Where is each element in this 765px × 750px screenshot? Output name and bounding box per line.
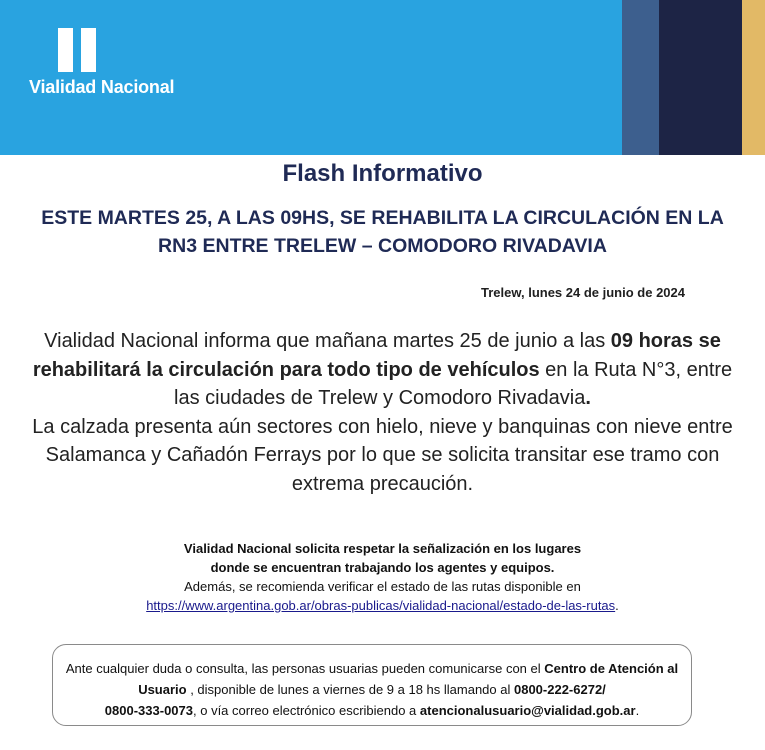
contact-phone-2[interactable]: 0800-333-0073 xyxy=(104,703,193,718)
contact-text-3: , o vía correo electrónico escribiendo a xyxy=(193,703,420,718)
headline-line-1: ESTE MARTES 25, A LAS 09HS, SE REHABILITA LA CIRCULACIÓN EN LA xyxy=(41,207,724,229)
body-paragraph-1 xyxy=(20,327,745,413)
body-p1-intro: Vialidad Nacional informa que mañana martes 25 de junio a las xyxy=(44,330,611,352)
brand-name: Vialidad Nacional xyxy=(29,77,175,97)
notice-line-3: Además, se recomienda verificar el estado de las rutas disponible en xyxy=(184,579,581,594)
headline xyxy=(20,204,745,260)
body-paragraph-2: La calzada presenta aún sectores con hielo, nieve y banquinas con nieve entre Salamanca y Cañadón Ferrays por lo que se solicita transitar ese tramo con extrema precaución. xyxy=(32,415,733,495)
notice-line-2: donde se encuentran trabajando los agentes y equipos. xyxy=(210,560,555,575)
notice-link-suffix: . xyxy=(615,598,619,613)
stripe-blue xyxy=(622,0,659,155)
contact-box xyxy=(52,644,692,726)
body-p1-highlight: 09 horas se rehabilitará la circulación para todo tipo de vehículos xyxy=(32,330,721,381)
logo-bar-right xyxy=(81,28,96,72)
vialidad-logo-icon xyxy=(58,28,98,72)
contact-center-name: Centro de Atención al Usuario xyxy=(138,661,679,697)
logo-bar-left xyxy=(58,28,73,72)
notice-link-line xyxy=(20,596,745,615)
contact-email[interactable]: atencionalusuario@vialidad.gob.ar xyxy=(419,703,636,718)
stripe-gold xyxy=(742,0,765,155)
contact-text-2: , disponible de lunes a viernes de 9 a 18 hs llamando al xyxy=(186,682,514,697)
contact-phone-1[interactable]: 0800-222-6272/ xyxy=(513,682,606,697)
body-text xyxy=(20,327,745,498)
body-p1-period: . xyxy=(585,387,591,409)
body-p1-route: en la Ruta N°3, entre las ciudades de Trelew y Comodoro Rivadavia xyxy=(174,358,733,409)
notice-block xyxy=(20,539,745,615)
contact-text-4: . xyxy=(635,703,640,718)
contact-text-1: Ante cualquier duda o consulta, las personas usuarias pueden comunicarse con el xyxy=(65,661,545,676)
headline-line-2: RN3 ENTRE TRELEW – COMODORO RIVADAVIA xyxy=(158,235,607,257)
status-routes-link[interactable]: https://www.argentina.gob.ar/obras-publicas/vialidad-nacional/estado-de-las-rutas xyxy=(146,598,616,613)
dateline: Trelew, lunes 24 de junio de 2024 xyxy=(481,285,685,300)
notice-line-1: Vialidad Nacional solicita respetar la señalización en los lugares xyxy=(183,541,582,556)
page-title: Flash Informativo xyxy=(282,160,483,187)
header-banner xyxy=(0,0,765,155)
stripe-navy xyxy=(659,0,742,155)
